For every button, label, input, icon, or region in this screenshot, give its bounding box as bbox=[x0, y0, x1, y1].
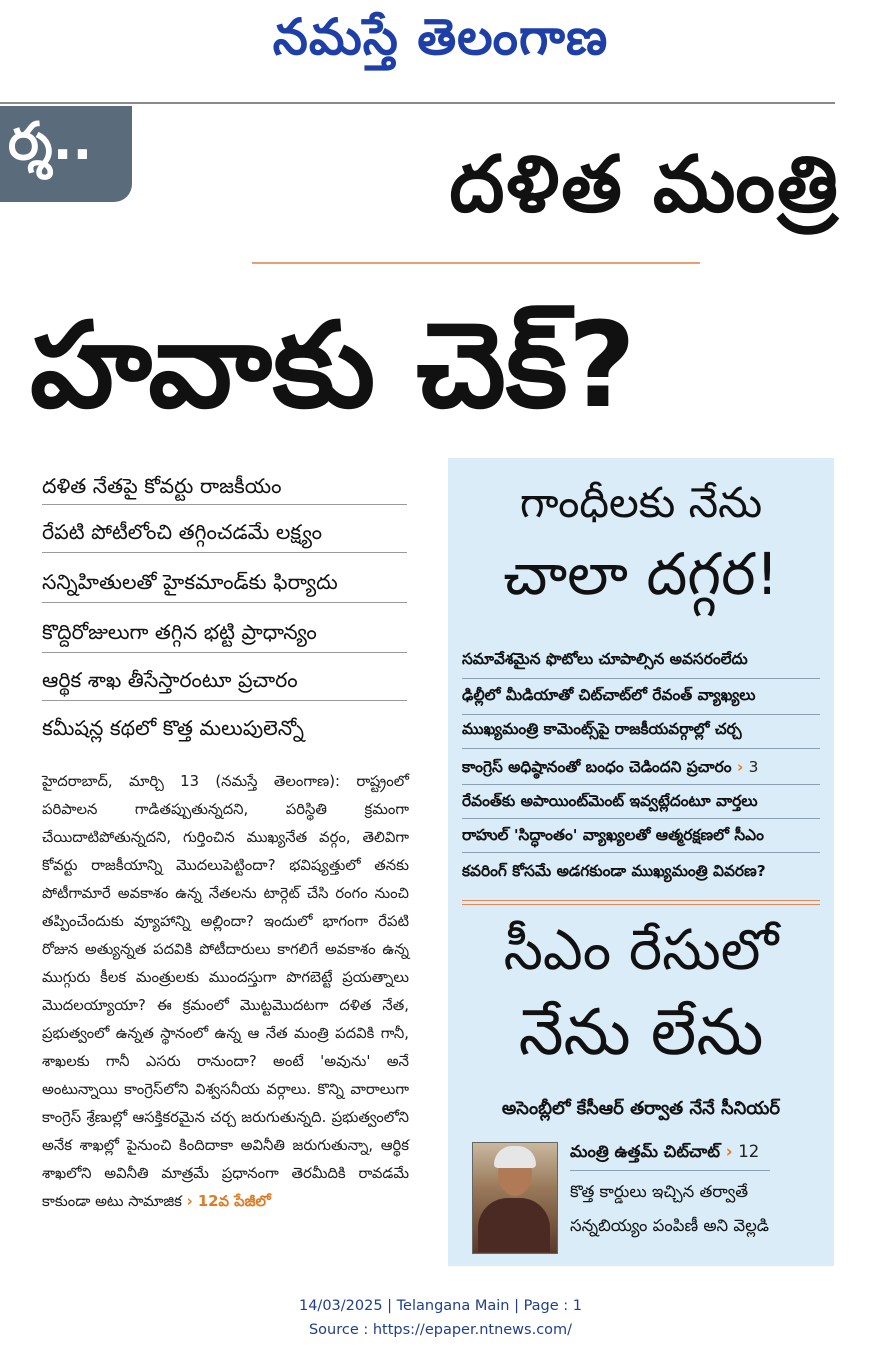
subheadline: రేపటి పోటీలోంచి తగ్గించడమే లక్ష్యం bbox=[42, 520, 323, 544]
sidebar2-divider bbox=[570, 1170, 770, 1171]
footer-edition-info: 14/03/2025 | Telangana Main | Page : 1 bbox=[298, 1298, 583, 1314]
subheadline-divider bbox=[42, 652, 407, 653]
footer-source-link[interactable]: Source : https://epaper.ntnews.com/ bbox=[308, 1322, 573, 1338]
sidebar1-point: ముఖ్యమంత్రి కామెంట్స్‌పై రాజకీయవర్గాల్లో చర్చ bbox=[462, 720, 742, 738]
sidebar1-divider bbox=[462, 852, 820, 853]
subheadline: దళిత నేతపై కోవర్టు రాజకీయం bbox=[42, 474, 282, 498]
sidebar2-quote bbox=[570, 1142, 824, 1165]
page-ref-number: 12 bbox=[738, 1142, 760, 1161]
subheadline: సన్నిహితులతో హైకమాండ్‌కు ఫిర్యాదు bbox=[42, 570, 338, 594]
sidebar2-heading-line1: సీఎం రేసులో bbox=[503, 918, 779, 983]
story-body bbox=[42, 768, 409, 1216]
subheadline-divider bbox=[42, 504, 407, 505]
continued-on-label: 12వ పేజీలో bbox=[197, 1193, 271, 1210]
sidebar1-divider bbox=[462, 748, 820, 749]
section-tab-text: ర్శ.. bbox=[8, 112, 93, 172]
sidebar-separator bbox=[462, 900, 820, 905]
sidebar1-point bbox=[462, 758, 822, 780]
sidebar1-point: ఢిల్లీలో మీడియాతో చిట్‌చాట్‌లో రేవంత్ వ్యాఖ్యలు bbox=[462, 686, 756, 704]
sidebar1-divider bbox=[462, 678, 820, 679]
story-body-text: హైదరాబాద్, మార్చి 13 (నమస్తే తెలంగాణ): రాష్ట్రంలో పరిపాలన గాడితప్పుతున్నదని, పరిస్థితి క్రమంగా చేయిదాటిపోతున్నదని, గుర్తించిన ముఖ్యనేత వర్గం, తెలివిగా కోవర్టు రాజకీయాన్ని మొదలుపెట్టిందా? భవిష్యత్తులో తనకు పోటీగామారే అవకాశం ఉన్న నేతలను టార్గెట్ చేసి రంగం నుంచి తప్పించేందుకు వ్యూహాన్ని అల్లిందా? ఇందులో భాగంగా రేపటి రోజున అత్యున్నత పదవికి పోటీదారులు కాగలిగే అవకాశం ఉన్న ముగ్గురు కీలక మంత్రులకు ముందస్తుగా పొగబెట్టే ప్రయత్నాలు మొదలయ్యాయా? ఈ క్రమంలో మొట్టమొదటగా దళిత నేత, ప్రభుత్వంలో ఉన్నత స్థానంలో ఉన్న ఆ నేత మంత్రి పదవికి గానీ, శాఖలకు గానీ ఎసరు రానుందా? అంటే 'అవును' అనే అంటున్నాయి కాంగ్రెస్‌లోని విశ్వసనీయ వర్గాలు. కొన్ని వారాలుగా కాంగ్రెస్ శ్రేణుల్లో ఆసక్తికరమైన చర్చ జరుగుతున్నది. ప్రభుత్వంలోని అనేక శాఖల్లో పైనుంచి కిందిదాకా అవినీతి జరుగుతున్నా, ఆర్థిక శాఖలోని అవినీతి మాత్రమే ప్రధానంగా తెరమీదికి రావడమే కాకుండా అటు సామాజిక bbox=[42, 773, 409, 1210]
sidebar1-point: రాహుల్ 'సిద్ధాంతం' వ్యాఖ్యలతో ఆత్మరక్షణలో సీఎం bbox=[462, 826, 764, 844]
sidebar2-note: సన్నబియ్యం పంపిణీ అని వెల్లడి bbox=[570, 1216, 770, 1235]
sidebar1-divider bbox=[462, 714, 820, 715]
page-ref-number: 3 bbox=[748, 758, 759, 776]
newspaper-title: నమస్తే తెలంగాణ bbox=[272, 8, 609, 66]
subheadline: కొద్దిరోజులుగా తగ్గిన భట్టి ప్రాధాన్యం bbox=[42, 620, 317, 644]
continued-on-link[interactable]: › 12వ పేజీలో bbox=[186, 1193, 271, 1210]
sidebar2-quote-text: మంత్రి ఉత్తమ్ చిట్‌చాట్ bbox=[570, 1142, 720, 1161]
story-kicker: దళిత మంత్రి bbox=[449, 140, 840, 230]
sidebar1-heading-line2: చాలా దగ్గర! bbox=[503, 540, 779, 608]
subheadline-divider bbox=[42, 602, 407, 603]
sidebar2-heading-line2: నేను లేను bbox=[518, 996, 764, 1070]
photo-suit bbox=[478, 1198, 550, 1252]
sidebar1-point: రేవంత్‌కు అపాయింట్‌మెంట్ ఇవ్వట్లేదంటూ వార్తలు bbox=[462, 792, 758, 810]
kicker-divider bbox=[252, 262, 700, 264]
story-headline: హవాకు చెక్? bbox=[30, 296, 636, 434]
sidebar2-subheading: అసెంబ్లీలో కేసీఆర్ తర్వాత నేనే సీనియర్ bbox=[501, 1098, 781, 1119]
sidebar1-divider bbox=[462, 784, 820, 785]
sidebar2-note: కొత్త కార్డులు ఇచ్చిన తర్వాతే bbox=[570, 1182, 749, 1201]
sidebar1-heading-line1: గాంధీలకు నేను bbox=[519, 478, 763, 527]
sidebar1-point-text: కాంగ్రెస్ అధిష్ఠానంతో బంధం చెడిందని ప్రచారం bbox=[462, 758, 732, 776]
subheadline-divider bbox=[42, 552, 407, 553]
sidebar1-point: సమావేశమైన ఫొటోలు చూపాల్సిన అవసరంలేదు bbox=[462, 650, 748, 668]
page-ref-link[interactable]: › 12 bbox=[725, 1142, 760, 1161]
masthead-divider bbox=[0, 102, 835, 104]
subheadline: కమీషన్ల కథలో కొత్త మలుపులెన్నో bbox=[42, 716, 304, 740]
sidebar1-divider bbox=[462, 818, 820, 819]
page-ref-link[interactable]: › 3 bbox=[736, 758, 759, 776]
sidebar1-point: కవరింగ్ కోసమే అడగకుండా ముఖ్యమంత్రి వివరణ? bbox=[462, 862, 766, 880]
subheadline: ఆర్థిక శాఖ తీసేస్తారంటూ ప్రచారం bbox=[42, 668, 298, 692]
subheadline-divider bbox=[42, 700, 407, 701]
